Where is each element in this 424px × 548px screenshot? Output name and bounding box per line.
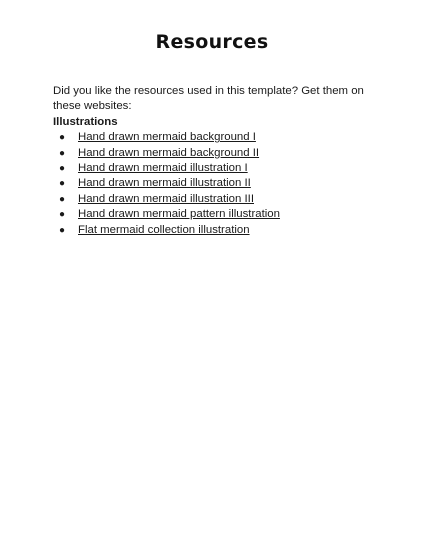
list-item <box>53 223 373 238</box>
list-item <box>53 130 373 145</box>
resource-link-mermaid-background-2[interactable]: Hand drawn mermaid background II <box>78 146 260 159</box>
list-item <box>53 161 373 176</box>
resource-link-flat-mermaid-collection[interactable]: Flat mermaid collection illustration <box>78 223 250 236</box>
list-item <box>53 207 373 222</box>
bullet-icon: ● <box>59 224 66 236</box>
resource-link-mermaid-illustration-2[interactable]: Hand drawn mermaid illustration II <box>78 177 251 190</box>
resource-link-mermaid-illustration-1[interactable]: Hand drawn mermaid illustration I <box>78 162 248 175</box>
page-title: Resources <box>155 31 269 53</box>
resource-link-mermaid-illustration-3[interactable]: Hand drawn mermaid illustration III <box>78 192 254 205</box>
resource-link-mermaid-background-1[interactable]: Hand drawn mermaid background I <box>78 131 256 144</box>
list-item <box>53 192 373 207</box>
intro-text: Did you like the resources used in this template? Get them on these websites: <box>53 85 364 113</box>
list-item <box>53 146 373 161</box>
bullet-icon: ● <box>59 178 66 190</box>
bullet-icon: ● <box>59 132 66 144</box>
section-heading-illustrations: Illustrations <box>53 115 118 128</box>
resource-link-mermaid-pattern[interactable]: Hand drawn mermaid pattern illustration <box>78 208 280 221</box>
bullet-icon: ● <box>59 193 66 205</box>
resource-list <box>53 130 373 238</box>
resources-content <box>53 84 373 238</box>
bullet-icon: ● <box>59 209 66 221</box>
list-item <box>53 176 373 191</box>
bullet-icon: ● <box>59 147 66 159</box>
bullet-icon: ● <box>59 163 66 175</box>
